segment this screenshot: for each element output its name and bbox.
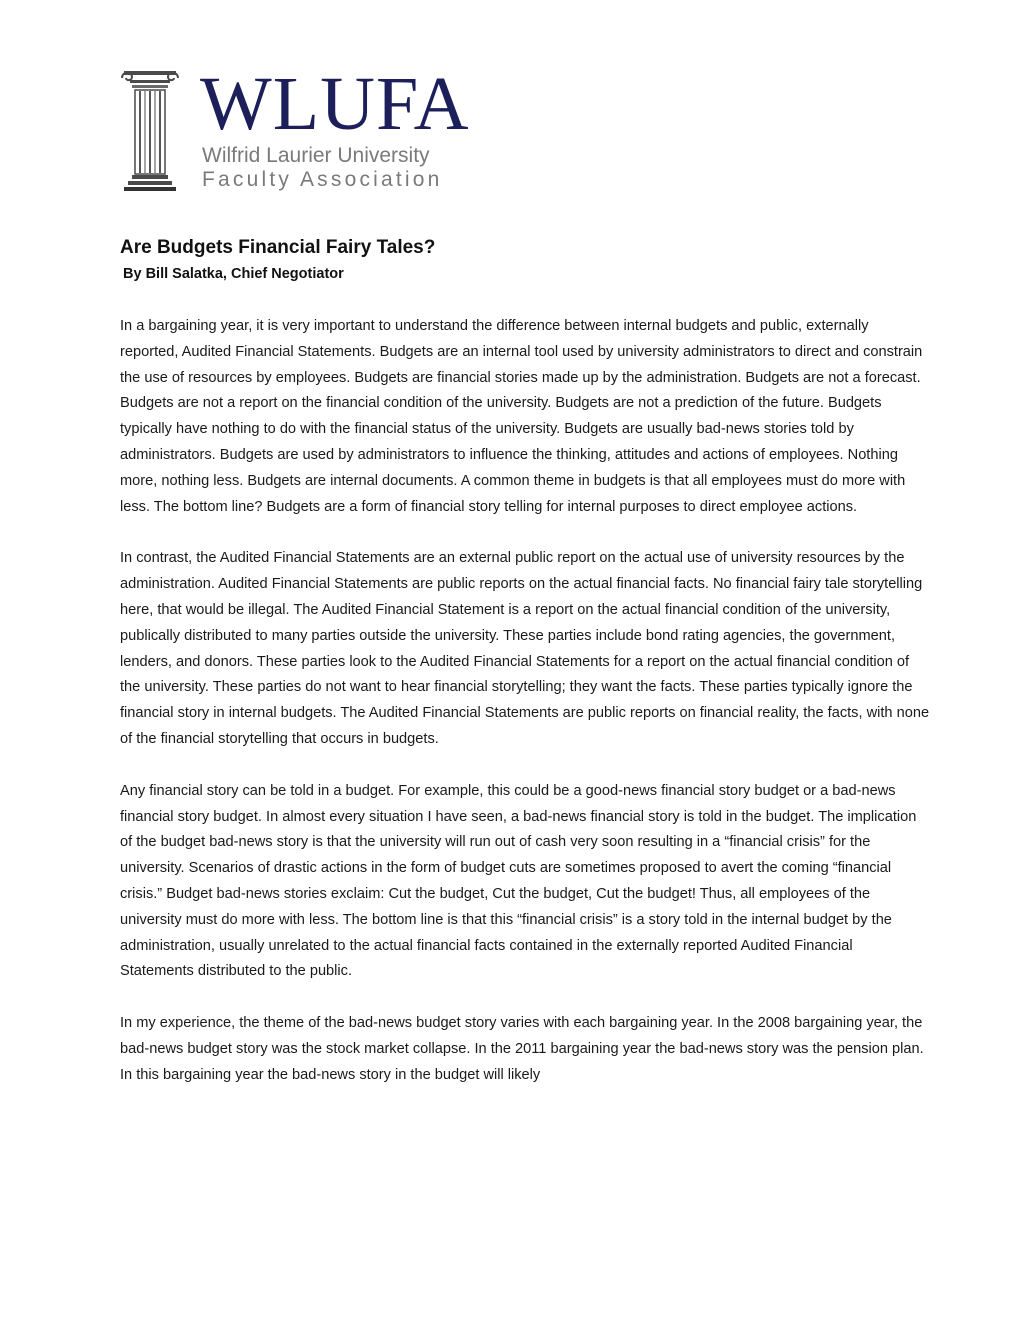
article [120, 234, 930, 1115]
paragraph-4: In my experience, the theme of the bad-news budget story varies with each bargaining year. In the 2008 bargaining year, the bad-news budget story was the stock market collapse. In the 2011 bargaining year the bad-news story was the pension plan. In this bargaining year the bad-news story in the budget will likely [120, 1015, 924, 1083]
article-body [120, 314, 930, 1089]
logo-university-name: Wilfrid Laurier University [202, 144, 430, 167]
logo-abbreviation: WLUFA [200, 62, 470, 146]
article-byline: By Bill Salatka, Chief Negotiator [123, 266, 344, 282]
paragraph-3: Any financial story can be told in a budget. For example, this could be a good-news financial story budget or a bad-news financial story budget. In almost every situation I have seen, a bad-news financial story is told in the budget. The implication of the budget bad-news story is that the university will run out of cash very soon resulting in a “financial crisis” for the university. Scenarios of drastic actions in the form of budget cuts are sometimes proposed to avert the coming “financial crisis.” Budget bad-news stories exclaim: Cut the budget, Cut the budget, Cut the budget! Thus, all employees of the university must do more with less. The bottom line is that this “financial crisis” is a story told in the internal budget by the administration, usually unrelated to the actual financial facts contained in the externally reported Audited Financial Statements distributed to the public. [120, 782, 917, 980]
logo-association-name: Faculty Association [202, 168, 443, 191]
ionic-column-icon [118, 68, 182, 192]
paragraph-1: In a bargaining year, it is very important to understand the difference between internal budgets and public, externally reported, Audited Financial Statements. Budgets are an internal tool used by university administrators to direct and constrain the use of resources by employees. Budgets are financial stories made up by the administration. Budgets are not a forecast. Budgets are not a report on the financial condition of the university. Budgets are not a prediction of the future. Budgets typically have nothing to do with the financial status of the university. Budgets are usually bad-news stories told by administrators. Budgets are used by administrators to influence the thinking, attitudes and actions of employees. Nothing more, nothing less. Budgets are internal documents. A common theme in budgets is that all employees must do more with less. The bottom line? Budgets are a form of financial story telling for internal purposes to direct employee actions. [120, 318, 923, 515]
paragraph-2: In contrast, the Audited Financial Statements are an external public report on the actual use of university resources by the administration. Audited Financial Statements are public reports on the actual financial facts. No financial fairy tale storytelling here, that would be illegal. The Audited Financial Statement is a report on the actual financial condition of the university, publically distributed to many parties outside the university. These parties include bond rating agencies, the government, lenders, and donors. These parties look to the Audited Financial Statements for a report on the actual financial condition of the university. These parties do not want to hear financial storytelling; they want the facts. These parties typically ignore the financial story in internal budgets. The Audited Financial Statements are public reports on financial reality, the facts, with none of the financial storytelling that occurs in budgets. [120, 550, 930, 747]
wlufa-logo [118, 62, 478, 194]
article-title: Are Budgets Financial Fairy Tales? [120, 237, 436, 258]
